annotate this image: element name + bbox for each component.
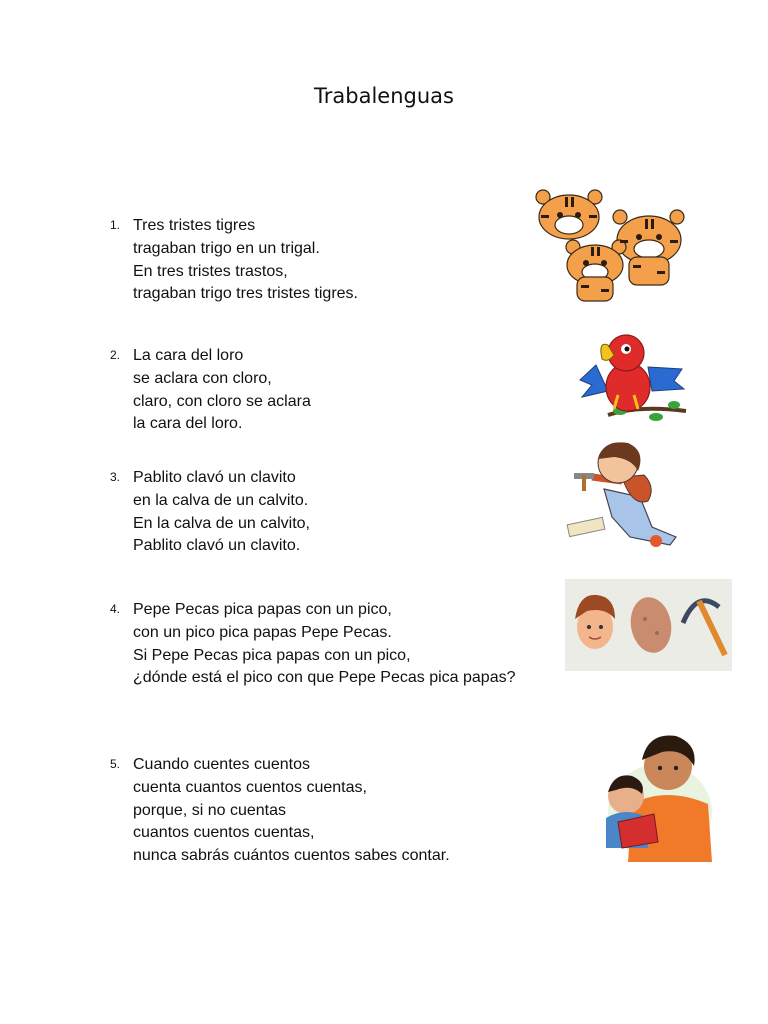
reading-story-icon [592,730,717,865]
parrot-icon [578,325,693,430]
verse-line: nunca sabrás cuántos cuentos sabes contar. [133,847,450,865]
verse-line: Pablito clavó un clavito. [133,537,301,555]
verse-line: tragaban trigo en un trigal. [133,239,320,257]
page-title: Trabalenguas [314,84,454,108]
verse-line: ¿dónde está el pico con que Pepe Pecas pica papas? [133,669,516,687]
verse-line: en la calva de un calvito. [133,491,309,509]
verse-line: Cuando cuentes cuentos [133,756,311,773]
verse-line: Si Pepe Pecas pica papas con un pico, [133,646,411,664]
verse-line: claro, con cloro se aclara [133,392,311,410]
verse-line: La cara del loro [133,347,244,364]
item-number: 1. [110,218,121,232]
item-number: 5. [110,757,121,771]
verse-line: cuantos cuentos cuentas, [133,824,315,842]
verse-line: Pablito clavó un clavito [133,469,296,486]
verse-line: se aclara con cloro, [133,369,272,387]
face-potato-pickaxe-icon [565,579,732,671]
verse-line: cuenta cuantos cuentos cuentas, [133,778,367,796]
verse-line: En tres tristes trastos, [133,262,288,280]
verse-line: En la calva de un calvito, [133,514,310,532]
item-number: 2. [110,348,121,362]
verse-line: porque, si no cuentas [133,801,286,819]
verse-line: tragaban trigo tres tristes tigres. [133,285,358,303]
item-number: 4. [110,602,121,616]
verse-line: Pepe Pecas pica papas con un pico, [133,601,392,618]
verse-line: Tres tristes tigres [133,217,256,234]
tigers-icon [525,185,690,305]
boy-hammer-icon [552,437,702,552]
item-number: 3. [110,470,121,484]
verse-line: la cara del loro. [133,415,243,433]
verse-line: con un pico pica papas Pepe Pecas. [133,623,392,641]
